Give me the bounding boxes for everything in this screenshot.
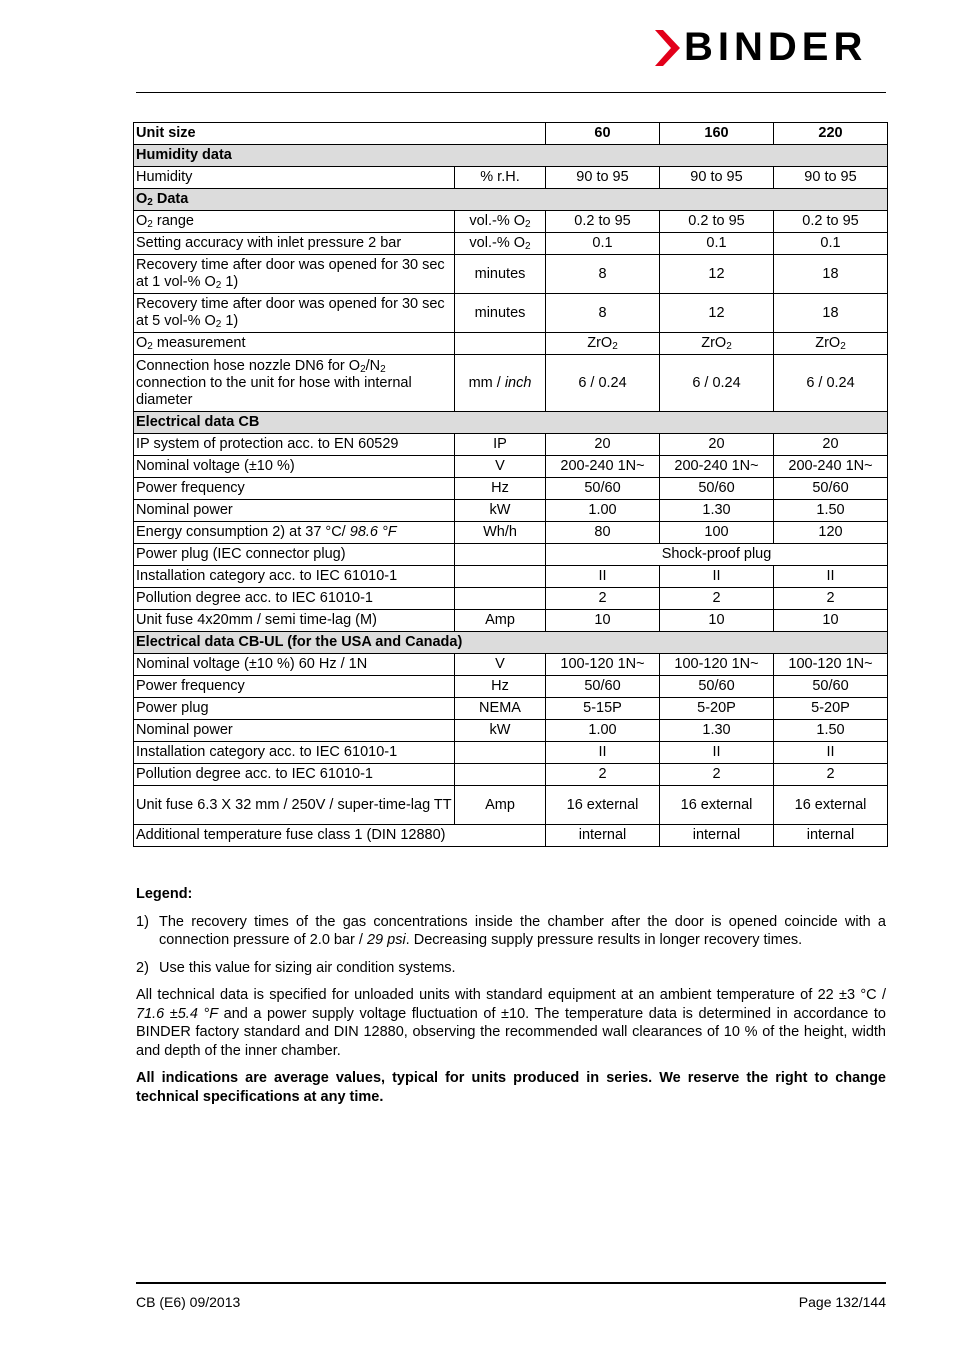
table-row xyxy=(134,698,888,720)
footnote-number: 2) xyxy=(136,959,149,976)
brand-name: BINDER xyxy=(684,25,868,69)
row-value: 90 to 95 xyxy=(774,167,888,189)
row-unit: minutes xyxy=(455,294,546,333)
row-value: 1.50 xyxy=(774,720,888,742)
row-value: 90 to 95 xyxy=(660,167,774,189)
row-unit: % r.H. xyxy=(455,167,546,189)
row-unit: Amp xyxy=(455,786,546,825)
row-value: II xyxy=(546,566,660,588)
row-value: 50/60 xyxy=(546,478,660,500)
row-value: 50/60 xyxy=(774,676,888,698)
page-number: Page 132/144 xyxy=(798,1294,886,1310)
table-row xyxy=(134,566,888,588)
row-value: 100-120 1N~ xyxy=(660,654,774,676)
row-value: Shock-proof plug xyxy=(546,544,888,566)
footnote-1 xyxy=(136,913,886,950)
table-header-row xyxy=(134,123,888,145)
row-value: 2 xyxy=(546,764,660,786)
section-row xyxy=(134,412,888,434)
table-row xyxy=(134,610,888,632)
row-value: 0.1 xyxy=(660,233,774,255)
row-value: 200-240 1N~ xyxy=(660,456,774,478)
row-label: IP system of protection acc. to EN 60529 xyxy=(134,434,455,456)
row-value: 1.00 xyxy=(546,720,660,742)
section-row xyxy=(134,632,888,654)
row-value: 0.1 xyxy=(774,233,888,255)
row-value: 6 / 0.24 xyxy=(660,355,774,412)
row-value: 20 xyxy=(660,434,774,456)
row-value: 16 external xyxy=(774,786,888,825)
row-unit: Hz xyxy=(455,478,546,500)
table-row xyxy=(134,786,888,825)
row-value: 100-120 1N~ xyxy=(774,654,888,676)
row-value: 80 xyxy=(546,522,660,544)
section-title: Humidity data xyxy=(134,145,888,167)
row-value: 2 xyxy=(660,764,774,786)
row-value: internal xyxy=(660,825,774,847)
technical-note: All technical data is specified for unloaded units with standard equipment at an ambient temperature of 22 ±3 °C / 71.6 ±5.4 °F and a power supply voltage fluctuation of ±10. The temperature data is determined in accordance to BINDER factory standard and DIN 12880, observing the recommended wall clearances of 10 % of the height, width and depth of the inner chamber. xyxy=(136,987,886,1059)
row-value: 0.2 to 95 xyxy=(660,211,774,233)
table-row xyxy=(134,255,888,294)
row-value: 12 xyxy=(660,255,774,294)
row-unit: vol.-% $O_2$ xyxy=(455,233,546,255)
row-unit: Hz xyxy=(455,676,546,698)
row-value: internal xyxy=(546,825,660,847)
row-value: 20 xyxy=(546,434,660,456)
row-label: Power plug xyxy=(134,698,455,720)
table-row xyxy=(134,825,888,847)
row-value: ZrO$_2$ xyxy=(774,333,888,355)
row-value: 20 xyxy=(774,434,888,456)
row-label: Power plug (IEC connector plug) xyxy=(134,544,455,566)
row-unit: IP xyxy=(455,434,546,456)
row-unit: kW xyxy=(455,720,546,742)
row-unit: V xyxy=(455,654,546,676)
footer-rule xyxy=(136,1282,886,1284)
row-value: 0.2 to 95 xyxy=(774,211,888,233)
row-value: II xyxy=(546,742,660,764)
row-unit xyxy=(455,566,546,588)
row-value: 10 xyxy=(546,610,660,632)
row-value: 5-15P xyxy=(546,698,660,720)
row-value: II xyxy=(774,742,888,764)
row-value: 16 external xyxy=(660,786,774,825)
table-row xyxy=(134,544,888,566)
table-row xyxy=(134,294,888,333)
row-value: 5-20P xyxy=(660,698,774,720)
table-row xyxy=(134,654,888,676)
table-row xyxy=(134,333,888,355)
notes xyxy=(136,885,886,1115)
row-label: Installation category acc. to IEC 61010-1 xyxy=(134,566,455,588)
table-row xyxy=(134,588,888,610)
row-value: 50/60 xyxy=(546,676,660,698)
row-label: Unit fuse 4x20mm / semi time-lag (M) xyxy=(134,610,455,632)
table-row xyxy=(134,355,888,412)
row-value: 5-20P xyxy=(774,698,888,720)
row-unit xyxy=(455,544,546,566)
row-value: II xyxy=(660,566,774,588)
row-value: 50/60 xyxy=(660,676,774,698)
row-value: 100 xyxy=(660,522,774,544)
row-label: Setting accuracy with inlet pressure 2 bar xyxy=(134,233,455,255)
row-value: 1.30 xyxy=(660,720,774,742)
row-value: II xyxy=(660,742,774,764)
table-row xyxy=(134,676,888,698)
table-row xyxy=(134,167,888,189)
table-row xyxy=(134,233,888,255)
footnote-number: 1) xyxy=(136,913,149,930)
row-value: 16 external xyxy=(546,786,660,825)
row-value: 0.2 to 95 xyxy=(546,211,660,233)
section-title: $O_2$ Data xyxy=(134,189,888,211)
document-version: CB (E6) 09/2013 xyxy=(136,1294,241,1310)
row-value: 2 xyxy=(546,588,660,610)
row-unit: NEMA xyxy=(455,698,546,720)
header-label: Unit size xyxy=(134,123,546,145)
row-label: Unit fuse 6.3 X 32 mm / 250V / super-time-lag TT xyxy=(134,786,455,825)
row-value: 10 xyxy=(774,610,888,632)
header-col: 220 xyxy=(774,123,888,145)
row-unit xyxy=(455,742,546,764)
row-value: ZrO$_2$ xyxy=(546,333,660,355)
footnote-text: Use this value for sizing air condition systems. xyxy=(159,959,456,976)
row-value: 100-120 1N~ xyxy=(546,654,660,676)
row-value: 18 xyxy=(774,294,888,333)
row-value: 120 xyxy=(774,522,888,544)
section-title: Electrical data CB xyxy=(134,412,888,434)
row-label: Nominal voltage (±10 %) 60 Hz / 1N xyxy=(134,654,455,676)
row-label: Pollution degree acc. to IEC 61010-1 xyxy=(134,764,455,786)
row-value: ZrO$_2$ xyxy=(660,333,774,355)
row-label: Nominal voltage (±10 %) xyxy=(134,456,455,478)
row-unit: kW xyxy=(455,500,546,522)
technical-data-table xyxy=(133,122,888,847)
table-row xyxy=(134,478,888,500)
row-value: 200-240 1N~ xyxy=(546,456,660,478)
row-value: 50/60 xyxy=(774,478,888,500)
row-value: 8 xyxy=(546,294,660,333)
row-value: 12 xyxy=(660,294,774,333)
row-unit: mm / inch xyxy=(455,355,546,412)
row-label: Additional temperature fuse class 1 (DIN 12880) xyxy=(134,825,546,847)
row-label: $O_2$ range xyxy=(134,211,455,233)
row-value: 18 xyxy=(774,255,888,294)
table-row xyxy=(134,720,888,742)
row-value: 1.30 xyxy=(660,500,774,522)
row-label: Nominal power xyxy=(134,720,455,742)
row-value: 6 / 0.24 xyxy=(774,355,888,412)
row-label: $O_2$ measurement xyxy=(134,333,455,355)
row-label: Energy consumption 2) at 37 °C/ 98.6 °F xyxy=(134,522,455,544)
row-value: 200-240 1N~ xyxy=(774,456,888,478)
row-value: 2 xyxy=(774,764,888,786)
row-value: 90 to 95 xyxy=(546,167,660,189)
table-row xyxy=(134,522,888,544)
row-label: Installation category acc. to IEC 61010-1 xyxy=(134,742,455,764)
row-value: 1.00 xyxy=(546,500,660,522)
row-value: 6 / 0.24 xyxy=(546,355,660,412)
section-row xyxy=(134,189,888,211)
binder-logo xyxy=(655,25,887,70)
footnote-text: The recovery times of the gas concentrations inside the chamber after the door is opened coincide with a connection pressure of 2.0 bar / 29 psi. Decreasing supply pressure results in longer recovery times. xyxy=(159,913,886,948)
header-col: 60 xyxy=(546,123,660,145)
row-value: 2 xyxy=(660,588,774,610)
row-label: Power frequency xyxy=(134,478,455,500)
row-unit: Wh/h xyxy=(455,522,546,544)
row-unit: vol.-% $O_2$ xyxy=(455,211,546,233)
table-row xyxy=(134,456,888,478)
row-label: Recovery time after door was opened for 30 sec at 1 vol-% $O_2$ 1) xyxy=(134,255,455,294)
row-unit xyxy=(455,764,546,786)
row-value: 0.1 xyxy=(546,233,660,255)
row-unit: Amp xyxy=(455,610,546,632)
header-col: 160 xyxy=(660,123,774,145)
table-row xyxy=(134,500,888,522)
table-row xyxy=(134,764,888,786)
row-label: Recovery time after door was opened for 30 sec at 5 vol-% $O_2$ 1) xyxy=(134,294,455,333)
row-label: Nominal power xyxy=(134,500,455,522)
row-unit: minutes xyxy=(455,255,546,294)
row-value: II xyxy=(774,566,888,588)
row-label: Pollution degree acc. to IEC 61010-1 xyxy=(134,588,455,610)
legend-title: Legend: xyxy=(136,886,193,902)
row-unit: V xyxy=(455,456,546,478)
row-value: 2 xyxy=(774,588,888,610)
footnote-2 xyxy=(136,959,886,978)
row-value: 8 xyxy=(546,255,660,294)
table-row xyxy=(134,434,888,456)
table-row xyxy=(134,742,888,764)
row-value: 1.50 xyxy=(774,500,888,522)
binder-logo-icon xyxy=(655,30,681,66)
section-title: Electrical data CB-UL (for the USA and Canada) xyxy=(134,632,888,654)
row-value: internal xyxy=(774,825,888,847)
header-rule xyxy=(136,92,886,93)
row-value: 50/60 xyxy=(660,478,774,500)
section-row xyxy=(134,145,888,167)
row-unit xyxy=(455,333,546,355)
disclaimer: All indications are average values, typical for units produced in series. We reserve the right to change technical specifications at any time. xyxy=(136,1070,886,1105)
table-row xyxy=(134,211,888,233)
row-label: Power frequency xyxy=(134,676,455,698)
row-unit xyxy=(455,588,546,610)
row-value: 10 xyxy=(660,610,774,632)
row-label: Humidity xyxy=(134,167,455,189)
row-label: Connection hose nozzle DN6 for $O_2/N_2$ connection to the unit for hose with internal diameter xyxy=(134,355,455,412)
